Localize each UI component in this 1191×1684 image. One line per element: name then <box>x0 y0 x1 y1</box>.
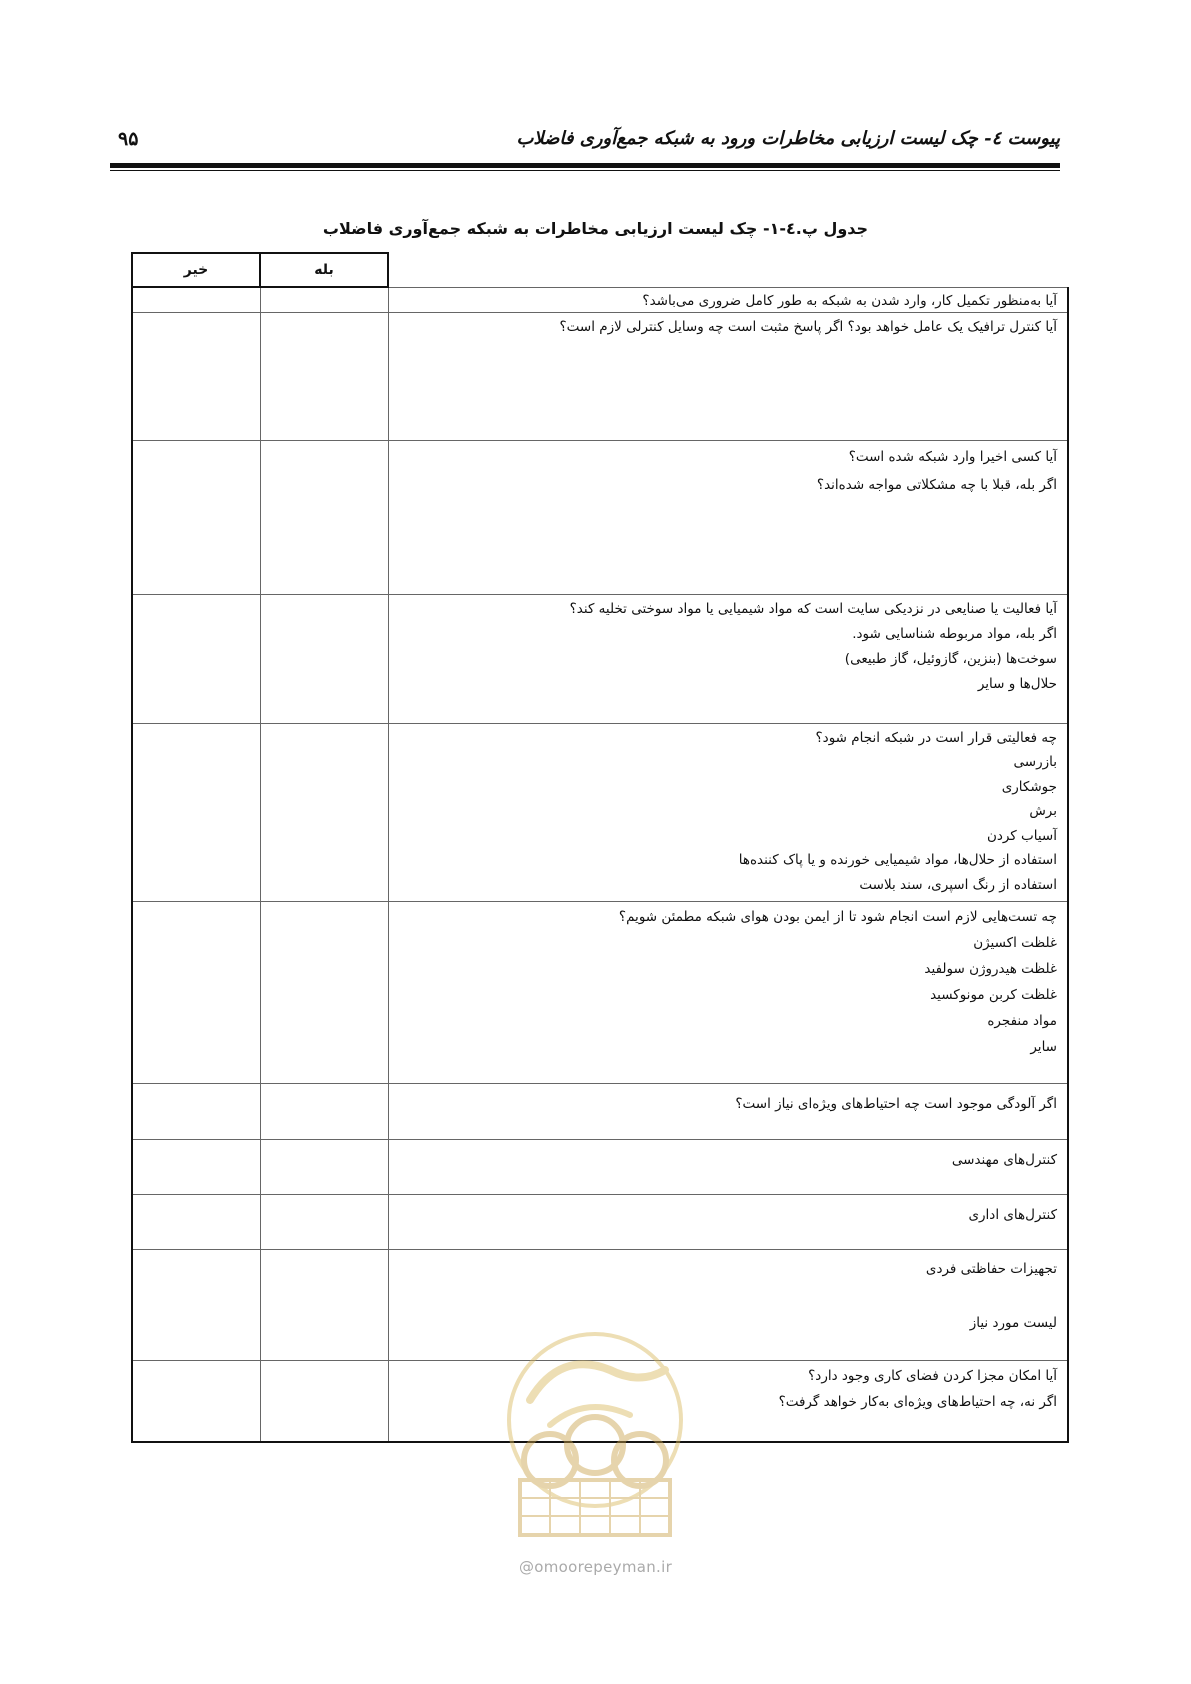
question-line: استفاده از رنگ اسپری، سند بلاست <box>859 876 1057 893</box>
omoor-e-peyman-seal-icon <box>490 1330 700 1540</box>
question-line: چه فعالیتی قرار است در شبکه انجام شود؟ <box>815 729 1057 746</box>
question-cell <box>388 594 1068 723</box>
table-row <box>132 1194 1068 1249</box>
question-cell <box>388 440 1068 594</box>
table-header-row <box>132 253 1068 287</box>
question-line: اگر آلودگی موجود است چه احتیاط‌های ویژه‌ای نیاز است؟ <box>735 1095 1057 1112</box>
question-line: چه تست‌هایی لازم است انجام شود تا از ایمن بودن هوای شبکه مطمئن شویم؟ <box>618 908 1057 925</box>
column-yes-header: بله <box>260 253 388 287</box>
page-number: ۹۵ <box>118 128 139 150</box>
header-rule-thin <box>110 170 1060 171</box>
no-answer-cell[interactable] <box>132 594 260 723</box>
question-line: آیا به‌منظور تکمیل کار، وارد شدن به شبکه به طور کامل ضروری می‌باشد؟ <box>642 292 1057 309</box>
yes-answer-cell[interactable] <box>260 312 388 440</box>
question-cell <box>388 1083 1068 1139</box>
table-row <box>132 594 1068 723</box>
yes-answer-cell[interactable] <box>260 1360 388 1442</box>
question-line: اگر بله، مواد مربوطه شناسایی شود. <box>852 625 1057 642</box>
question-line: بازرسی <box>1013 754 1057 770</box>
question-cell <box>388 1194 1068 1249</box>
question-line: جوشکاری <box>1001 778 1057 795</box>
question-line: استفاده از حلال‌ها، مواد شیمیایی خورنده و یا پاک کننده‌ها <box>738 852 1057 868</box>
question-line: غلظت کربن مونوکسید <box>930 986 1057 1003</box>
yes-answer-cell[interactable] <box>260 723 388 901</box>
yes-answer-cell[interactable] <box>260 594 388 723</box>
no-answer-cell[interactable] <box>132 440 260 594</box>
question-line: اگر نه، چه احتیاط‌های ویژه‌ای به‌کار خواهد گرفت؟ <box>778 1393 1057 1410</box>
question-line: لیست مورد نیاز <box>969 1314 1057 1331</box>
at-sign-icon: @ <box>518 1558 535 1576</box>
no-answer-cell[interactable] <box>132 1139 260 1194</box>
question-line: آیا کسی اخیرا وارد شبکه شده است؟ <box>848 448 1057 465</box>
checklist-table <box>131 252 1069 1443</box>
question-line: سوخت‌ها (بنزین، گازوئیل، گاز طبیعی) <box>844 650 1057 667</box>
watermark-url <box>0 1558 1191 1576</box>
question-line: مواد منفجره <box>987 1012 1057 1029</box>
table-row <box>132 287 1068 312</box>
question-cell <box>388 312 1068 440</box>
question-line: حلال‌ها و سایر <box>977 675 1057 692</box>
running-title: پیوست ٤- چک لیست ارزیابی مخاطرات ورود به شبکه جمع‌آوری فاضلاب <box>516 128 1060 149</box>
yes-answer-cell[interactable] <box>260 1194 388 1249</box>
watermark-url-text: omoorepeyman.ir <box>534 1558 673 1576</box>
question-line: کنترل‌های اداری <box>968 1206 1057 1223</box>
no-answer-cell[interactable] <box>132 1249 260 1360</box>
no-answer-cell[interactable] <box>132 901 260 1083</box>
yes-answer-cell[interactable] <box>260 1249 388 1360</box>
question-line: آیا امکان مجزا کردن فضای کاری وجود دارد؟ <box>808 1367 1057 1384</box>
question-line: غلظت هیدروژن سولفید <box>924 960 1057 977</box>
yes-answer-cell[interactable] <box>260 1083 388 1139</box>
no-answer-cell[interactable] <box>132 1360 260 1442</box>
table-row <box>132 1083 1068 1139</box>
table-row <box>132 440 1068 594</box>
yes-answer-cell[interactable] <box>260 287 388 312</box>
table-row <box>132 312 1068 440</box>
question-cell <box>388 723 1068 901</box>
table-row <box>132 901 1068 1083</box>
page-header <box>110 128 1060 158</box>
question-line: کنترل‌های مهندسی <box>951 1151 1057 1168</box>
header-rule-thick <box>110 163 1060 168</box>
no-answer-cell[interactable] <box>132 1194 260 1249</box>
question-line: آسیاب کردن <box>986 827 1057 844</box>
question-line: غلظت اکسیژن <box>973 934 1057 951</box>
question-line: تجهیزات حفاظتی فردی <box>925 1260 1057 1277</box>
table-caption: جدول پ.٤-١- چک لیست ارزیابی مخاطرات به شبکه جمع‌آوری فاضلاب <box>322 219 869 238</box>
table-row <box>132 723 1068 901</box>
header-blank-cell <box>388 253 1068 287</box>
no-answer-cell[interactable] <box>132 723 260 901</box>
question-line: آیا کنترل ترافیک یک عامل خواهد بود؟ اگر پاسخ مثبت است چه وسایل کنترلی لازم است؟ <box>559 318 1057 335</box>
question-line: آیا فعالیت یا صنایعی در نزدیکی سایت است که مواد شیمیایی یا مواد سوختی تخلیه کند؟ <box>569 600 1057 617</box>
no-answer-cell[interactable] <box>132 1083 260 1139</box>
no-answer-cell[interactable] <box>132 312 260 440</box>
table-row <box>132 1139 1068 1194</box>
yes-answer-cell[interactable] <box>260 901 388 1083</box>
question-cell <box>388 287 1068 312</box>
question-line: سایر <box>1030 1038 1057 1055</box>
yes-answer-cell[interactable] <box>260 440 388 594</box>
no-answer-cell[interactable] <box>132 287 260 312</box>
question-cell <box>388 901 1068 1083</box>
question-line: برش <box>1029 803 1057 819</box>
yes-answer-cell[interactable] <box>260 1139 388 1194</box>
column-no-header: خیر <box>132 253 260 287</box>
question-cell <box>388 1139 1068 1194</box>
question-line: اگر بله، قبلا با چه مشکلاتی مواجه شده‌اند؟ <box>816 476 1057 493</box>
